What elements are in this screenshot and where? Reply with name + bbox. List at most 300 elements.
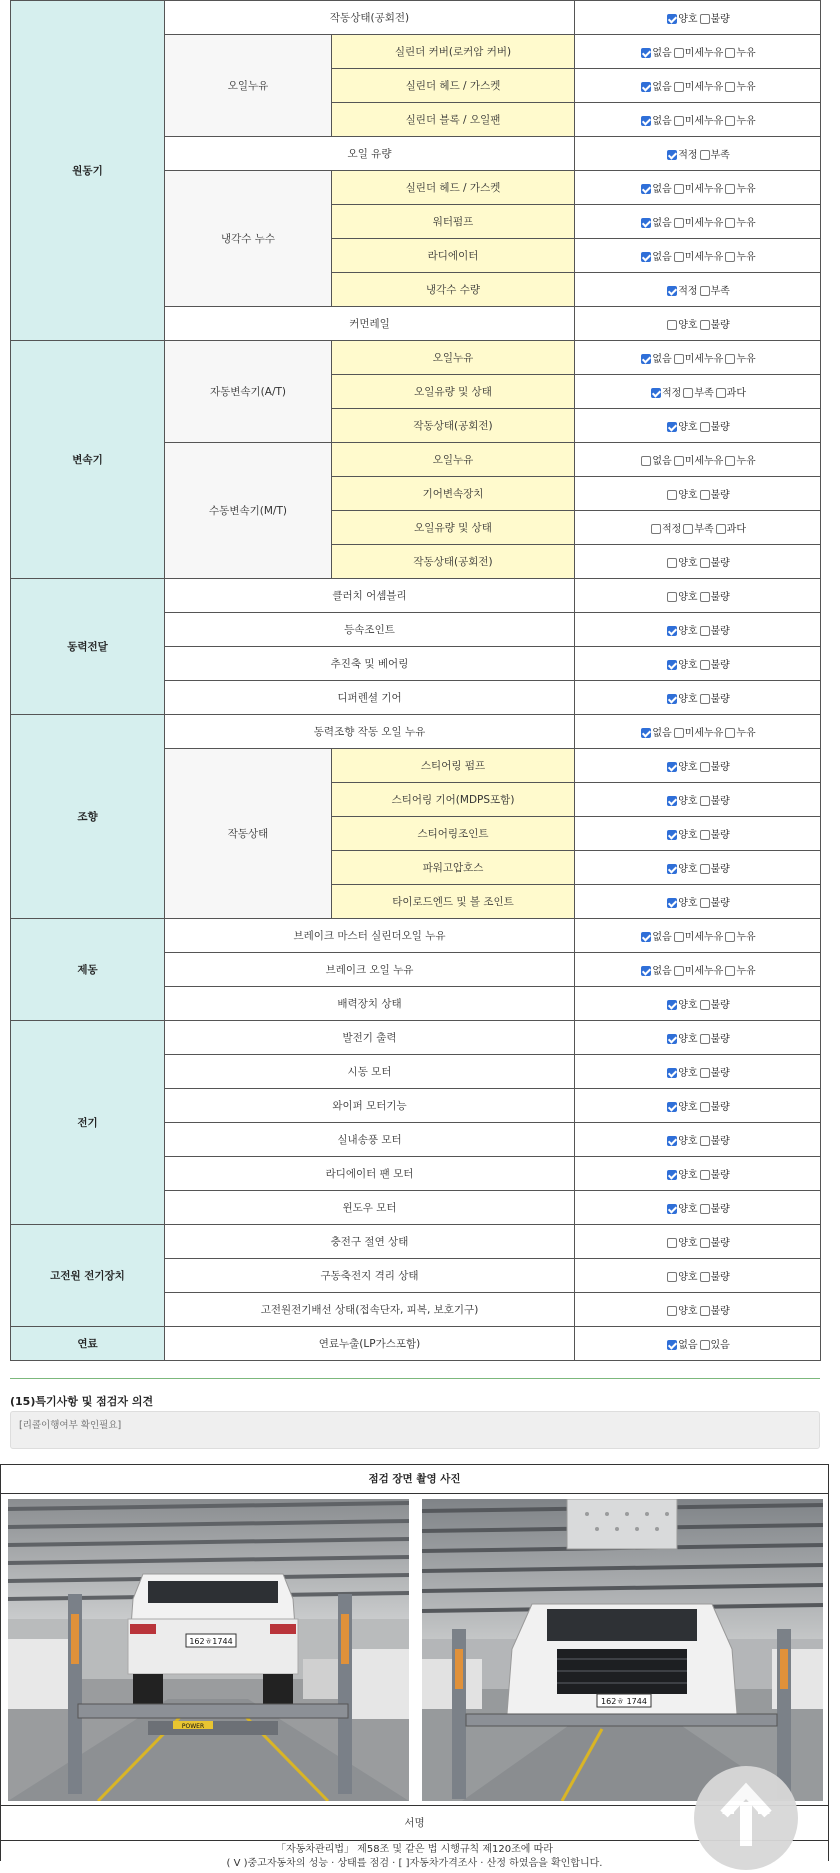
- arrow-up-icon: [694, 1766, 798, 1870]
- checkbox-label: 없음: [678, 1340, 698, 1351]
- checkbox[interactable]: [674, 252, 684, 262]
- checkbox-label: 양호: [678, 1102, 698, 1113]
- item-cell: 등속조인트: [165, 613, 575, 647]
- checkbox-label: 불량: [710, 796, 730, 807]
- checkbox[interactable]: [700, 150, 710, 160]
- checkbox[interactable]: [674, 116, 684, 126]
- detail-cell: 워터펌프: [332, 205, 575, 239]
- detail-cell: 기어변속장치: [332, 477, 575, 511]
- checkbox[interactable]: [700, 1102, 710, 1112]
- checkbox-label: 누유: [736, 184, 756, 195]
- item-cell: 브레이크 오일 누유: [165, 953, 575, 987]
- checkbox[interactable]: [651, 388, 661, 398]
- checkbox-label: 미세누유: [684, 116, 724, 127]
- options-cell: [575, 681, 821, 715]
- checkbox-label: 부족: [694, 388, 714, 399]
- options-cell: [575, 341, 821, 375]
- checkbox[interactable]: [700, 1034, 710, 1044]
- checkbox[interactable]: [667, 1238, 677, 1248]
- detail-cell: 작동상태(공회전): [332, 545, 575, 579]
- category-cell: 변속기: [11, 341, 165, 579]
- options-cell: [575, 1293, 821, 1327]
- checkbox-label: 미세누유: [684, 966, 724, 977]
- checkbox-label: 양호: [678, 592, 698, 603]
- category-cell: 고전원 전기장치: [11, 1225, 165, 1327]
- item-cell: 충전구 절연 상태: [165, 1225, 575, 1259]
- checkbox-label: 불량: [710, 694, 730, 705]
- checkbox[interactable]: [667, 1136, 677, 1146]
- checkbox-label: 누유: [736, 82, 756, 93]
- checkbox-label: 누유: [736, 354, 756, 365]
- legal-line-2: ( V )중고자동차의 성능 · 상태를 점검 · [ ]자동차가격조사 · 산정 하였음을 확인합니다.: [226, 1858, 603, 1869]
- checkbox-label: 불량: [710, 1136, 730, 1147]
- checkbox-label: 불량: [710, 626, 730, 637]
- checkbox-label: 누유: [736, 48, 756, 59]
- checkbox[interactable]: [674, 932, 684, 942]
- checkbox-label: 불량: [710, 864, 730, 875]
- options-cell: [575, 239, 821, 273]
- category-cell: 원동기: [11, 1, 165, 341]
- checkbox-label: 없음: [652, 184, 672, 195]
- checkbox[interactable]: [725, 966, 735, 976]
- subcategory-cell: 냉각수 누수: [165, 171, 332, 307]
- options-cell: [575, 919, 821, 953]
- checkbox[interactable]: [700, 320, 710, 330]
- checkbox-label: 미세누유: [684, 354, 724, 365]
- options-cell: [575, 205, 821, 239]
- section-divider: [10, 1378, 820, 1379]
- options-cell: [575, 69, 821, 103]
- item-cell: 오일 유량: [165, 137, 575, 171]
- checkbox-label: 불량: [710, 898, 730, 909]
- options-cell: [575, 103, 821, 137]
- rear-plate-text: 162ㅎ1744: [189, 1637, 233, 1646]
- checkbox-label: 양호: [678, 626, 698, 637]
- detail-cell: 오일유량 및 상태: [332, 511, 575, 545]
- item-cell: 와이퍼 모터기능: [165, 1089, 575, 1123]
- checkbox[interactable]: [700, 1068, 710, 1078]
- checkbox-label: 적정: [662, 524, 682, 535]
- checkbox-label: 누유: [736, 932, 756, 943]
- options-cell: [575, 1191, 821, 1225]
- inspection-row: [11, 1327, 821, 1361]
- checkbox-label: 누유: [736, 728, 756, 739]
- item-cell: 시동 모터: [165, 1055, 575, 1089]
- options-cell: [575, 273, 821, 307]
- checkbox[interactable]: [716, 524, 726, 534]
- checkbox[interactable]: [667, 1204, 677, 1214]
- scroll-top-button[interactable]: [694, 1766, 798, 1870]
- checkbox[interactable]: [667, 1306, 677, 1316]
- checkbox[interactable]: [667, 1068, 677, 1078]
- checkbox-label: 양호: [678, 1034, 698, 1045]
- checkbox[interactable]: [667, 592, 677, 602]
- checkbox-label: 있음: [710, 1340, 730, 1351]
- options-cell: [575, 715, 821, 749]
- checkbox-label: 양호: [678, 320, 698, 331]
- checkbox-label: 양호: [678, 1000, 698, 1011]
- front-plate-text: 162ㅎ 1744: [601, 1697, 647, 1706]
- checkbox[interactable]: [667, 830, 677, 840]
- checkbox[interactable]: [683, 388, 693, 398]
- checkbox[interactable]: [667, 762, 677, 772]
- checkbox[interactable]: [667, 864, 677, 874]
- checkbox-label: 불량: [710, 1000, 730, 1011]
- checkbox[interactable]: [667, 490, 677, 500]
- checkbox[interactable]: [641, 82, 651, 92]
- checkbox[interactable]: [725, 932, 735, 942]
- item-cell: 동력조향 작동 오일 누유: [165, 715, 575, 749]
- detail-cell: 실린더 블록 / 오일팬: [332, 103, 575, 137]
- checkbox-label: 불량: [710, 1272, 730, 1283]
- checkbox-label: 양호: [678, 1272, 698, 1283]
- checkbox-label: 불량: [710, 1204, 730, 1215]
- options-cell: [575, 579, 821, 613]
- options-cell: [575, 613, 821, 647]
- item-cell: 연료누출(LP가스포함): [165, 1327, 575, 1361]
- checkbox-label: 양호: [678, 660, 698, 671]
- checkbox-label: 미세누유: [684, 728, 724, 739]
- detail-cell: 오일누유: [332, 443, 575, 477]
- options-cell: [575, 1055, 821, 1089]
- checkbox[interactable]: [641, 252, 651, 262]
- checkbox-label: 양호: [678, 898, 698, 909]
- checkbox[interactable]: [700, 422, 710, 432]
- checkbox[interactable]: [641, 218, 651, 228]
- checkbox[interactable]: [674, 354, 684, 364]
- checkbox-label: 양호: [678, 14, 698, 25]
- checkbox-label: 없음: [652, 218, 672, 229]
- detail-cell: 오일누유: [332, 341, 575, 375]
- item-cell: 발전기 출력: [165, 1021, 575, 1055]
- checkbox[interactable]: [641, 116, 651, 126]
- checkbox-label: 미세누유: [684, 456, 724, 467]
- checkbox[interactable]: [667, 694, 677, 704]
- checkbox-label: 양호: [678, 864, 698, 875]
- checkbox-label: 누유: [736, 966, 756, 977]
- checkbox[interactable]: [725, 252, 735, 262]
- inspection-photo-front[interactable]: [422, 1499, 823, 1801]
- options-cell: [575, 885, 821, 919]
- checkbox-label: 불량: [710, 1238, 730, 1249]
- options-cell: [575, 409, 821, 443]
- detail-cell: 냉각수 수량: [332, 273, 575, 307]
- checkbox[interactable]: [700, 830, 710, 840]
- checkbox[interactable]: [667, 1340, 677, 1350]
- checkbox-label: 부족: [694, 524, 714, 535]
- checkbox-label: 양호: [678, 558, 698, 569]
- checkbox[interactable]: [725, 218, 735, 228]
- checkbox-label: 누유: [736, 116, 756, 127]
- checkbox[interactable]: [667, 150, 677, 160]
- checkbox-label: 부족: [710, 150, 730, 161]
- checkbox[interactable]: [700, 660, 710, 670]
- category-cell: 조향: [11, 715, 165, 919]
- options-cell: [575, 1089, 821, 1123]
- checkbox[interactable]: [674, 184, 684, 194]
- checkbox-label: 적정: [678, 150, 698, 161]
- options-cell: [575, 1123, 821, 1157]
- opinion-text: [리콜이행여부 확인필요]: [19, 1420, 122, 1431]
- checkbox-label: 과다: [726, 524, 746, 535]
- checkbox[interactable]: [725, 354, 735, 364]
- subcategory-cell: 작동상태: [165, 749, 332, 919]
- checkbox[interactable]: [700, 286, 710, 296]
- detail-cell: 라디에이터: [332, 239, 575, 273]
- checkbox[interactable]: [700, 14, 710, 24]
- checkbox-label: 불량: [710, 1102, 730, 1113]
- options-cell: [575, 1021, 821, 1055]
- checkbox-label: 양호: [678, 1238, 698, 1249]
- options-cell: [575, 545, 821, 579]
- checkbox-label: 미세누유: [684, 82, 724, 93]
- detail-cell: 실린더 헤드 / 가스켓: [332, 171, 575, 205]
- checkbox-label: 불량: [710, 422, 730, 433]
- checkbox-label: 불량: [710, 14, 730, 25]
- category-cell: 연료: [11, 1327, 165, 1361]
- checkbox-label: 양호: [678, 1306, 698, 1317]
- options-cell: [575, 953, 821, 987]
- checkbox[interactable]: [641, 932, 651, 942]
- checkbox[interactable]: [667, 626, 677, 636]
- subcategory-cell: 자동변속기(A/T): [165, 341, 332, 443]
- checkbox-label: 불량: [710, 1068, 730, 1079]
- inspection-row: [11, 919, 821, 953]
- options-cell: [575, 749, 821, 783]
- category-cell: 전기: [11, 1021, 165, 1225]
- checkbox[interactable]: [674, 728, 684, 738]
- checkbox[interactable]: [725, 48, 735, 58]
- checkbox[interactable]: [700, 558, 710, 568]
- options-cell: [575, 443, 821, 477]
- item-cell: 브레이크 마스터 실린더오일 누유: [165, 919, 575, 953]
- item-cell: 클러치 어셈블리: [165, 579, 575, 613]
- inspection-photo-rear[interactable]: [8, 1499, 409, 1801]
- category-cell: 제동: [11, 919, 165, 1021]
- opinion-textbox[interactable]: [10, 1411, 820, 1449]
- inspection-row: [11, 341, 821, 375]
- checkbox[interactable]: [725, 728, 735, 738]
- checkbox-label: 양호: [678, 1068, 698, 1079]
- options-cell: [575, 1, 821, 35]
- detail-cell: 실린더 커버(로커암 커버): [332, 35, 575, 69]
- lift-brand-text: POWER: [181, 1723, 205, 1730]
- checkbox[interactable]: [683, 524, 693, 534]
- options-cell: [575, 647, 821, 681]
- checkbox[interactable]: [700, 490, 710, 500]
- checkbox-label: 없음: [652, 932, 672, 943]
- checkbox[interactable]: [667, 320, 677, 330]
- options-cell: [575, 477, 821, 511]
- checkbox-label: 양호: [678, 694, 698, 705]
- inspection-row: [11, 715, 821, 749]
- item-cell: 추진축 및 베어링: [165, 647, 575, 681]
- checkbox[interactable]: [700, 1306, 710, 1316]
- checkbox-label: 미세누유: [684, 218, 724, 229]
- checkbox-label: 불량: [710, 830, 730, 841]
- checkbox[interactable]: [641, 354, 651, 364]
- checkbox[interactable]: [700, 626, 710, 636]
- checkbox[interactable]: [667, 422, 677, 432]
- checkbox[interactable]: [641, 456, 651, 466]
- checkbox[interactable]: [700, 1204, 710, 1214]
- checkbox-label: 누유: [736, 252, 756, 263]
- checkbox-label: 불량: [710, 1306, 730, 1317]
- item-cell: 라디에이터 팬 모터: [165, 1157, 575, 1191]
- checkbox[interactable]: [667, 796, 677, 806]
- checkbox[interactable]: [700, 762, 710, 772]
- options-cell: [575, 171, 821, 205]
- checkbox-label: 불량: [710, 762, 730, 773]
- options-cell: [575, 1327, 821, 1361]
- detail-cell: 스티어링조인트: [332, 817, 575, 851]
- checkbox-label: 양호: [678, 762, 698, 773]
- checkbox[interactable]: [700, 1170, 710, 1180]
- checkbox[interactable]: [667, 286, 677, 296]
- checkbox-label: 양호: [678, 1170, 698, 1181]
- signature-row: 서명: [1, 1805, 828, 1841]
- category-cell: 동력전달: [11, 579, 165, 715]
- checkbox-label: 없음: [652, 48, 672, 59]
- checkbox[interactable]: [651, 524, 661, 534]
- item-cell: 구동축전지 격리 상태: [165, 1259, 575, 1293]
- checkbox[interactable]: [667, 1034, 677, 1044]
- checkbox[interactable]: [725, 116, 735, 126]
- checkbox-label: 없음: [652, 82, 672, 93]
- checkbox[interactable]: [700, 864, 710, 874]
- options-cell: [575, 817, 821, 851]
- checkbox-label: 없음: [652, 354, 672, 365]
- options-cell: [575, 1259, 821, 1293]
- checkbox-label: 불량: [710, 592, 730, 603]
- checkbox[interactable]: [667, 14, 677, 24]
- inspection-row: [11, 579, 821, 613]
- checkbox[interactable]: [700, 1238, 710, 1248]
- checkbox[interactable]: [667, 1102, 677, 1112]
- checkbox-label: 불량: [710, 1170, 730, 1181]
- item-cell: 배력장치 상태: [165, 987, 575, 1021]
- checkbox-label: 양호: [678, 422, 698, 433]
- checkbox-label: 없음: [652, 252, 672, 263]
- checkbox[interactable]: [674, 218, 684, 228]
- checkbox-label: 없음: [652, 966, 672, 977]
- checkbox-label: 적정: [662, 388, 682, 399]
- checkbox[interactable]: [674, 82, 684, 92]
- checkbox[interactable]: [641, 966, 651, 976]
- checkbox[interactable]: [700, 1000, 710, 1010]
- subcategory-cell: 수동변속기(M/T): [165, 443, 332, 579]
- checkbox[interactable]: [700, 694, 710, 704]
- checkbox-label: 양호: [678, 1136, 698, 1147]
- checkbox-label: 누유: [736, 456, 756, 467]
- item-cell: 디퍼렌셜 기어: [165, 681, 575, 715]
- checkbox-label: 불량: [710, 1034, 730, 1045]
- checkbox[interactable]: [716, 388, 726, 398]
- checkbox-label: 없음: [652, 728, 672, 739]
- checkbox-label: 양호: [678, 490, 698, 501]
- checkbox-label: 미세누유: [684, 48, 724, 59]
- inspection-row: [11, 1021, 821, 1055]
- item-cell: 실내송풍 모터: [165, 1123, 575, 1157]
- detail-cell: 스티어링 펌프: [332, 749, 575, 783]
- checkbox-label: 불량: [710, 320, 730, 331]
- checkbox[interactable]: [641, 48, 651, 58]
- checkbox[interactable]: [674, 456, 684, 466]
- item-cell: 고전원전기배선 상태(접속단자, 피복, 보호기구): [165, 1293, 575, 1327]
- detail-cell: 작동상태(공회전): [332, 409, 575, 443]
- checkbox[interactable]: [667, 558, 677, 568]
- detail-cell: 오일유량 및 상태: [332, 375, 575, 409]
- checkbox-label: 미세누유: [684, 932, 724, 943]
- checkbox[interactable]: [725, 82, 735, 92]
- checkbox[interactable]: [674, 966, 684, 976]
- checkbox[interactable]: [725, 184, 735, 194]
- inspection-row: [11, 1, 821, 35]
- item-cell: 윈도우 모터: [165, 1191, 575, 1225]
- options-cell: [575, 987, 821, 1021]
- checkbox-label: 적정: [678, 286, 698, 297]
- item-cell: 커먼레일: [165, 307, 575, 341]
- checkbox-label: 없음: [652, 116, 672, 127]
- checkbox[interactable]: [700, 1340, 710, 1350]
- options-cell: [575, 1157, 821, 1191]
- checkbox[interactable]: [700, 592, 710, 602]
- checkbox[interactable]: [667, 660, 677, 670]
- item-cell: 작동상태(공회전): [165, 1, 575, 35]
- checkbox[interactable]: [667, 1272, 677, 1282]
- subcategory-cell: 오일누유: [165, 35, 332, 137]
- checkbox-label: 누유: [736, 218, 756, 229]
- checkbox[interactable]: [667, 898, 677, 908]
- options-cell: [575, 375, 821, 409]
- legal-line-1: 「자동차관리법」 제58조 및 같은 법 시행규칙 제120조에 따라: [276, 1844, 553, 1855]
- checkbox[interactable]: [667, 1000, 677, 1010]
- checkbox-label: 양호: [678, 1204, 698, 1215]
- checkbox[interactable]: [700, 796, 710, 806]
- detail-cell: 타이로드엔드 및 볼 조인트: [332, 885, 575, 919]
- checkbox-label: 양호: [678, 796, 698, 807]
- options-cell: [575, 307, 821, 341]
- inspection-table: [10, 0, 821, 1361]
- opinion-title: (15)특기사항 및 점검자 의견: [10, 1395, 154, 1408]
- options-cell: [575, 137, 821, 171]
- inspection-row: [11, 1225, 821, 1259]
- options-cell: [575, 1225, 821, 1259]
- checkbox[interactable]: [700, 1272, 710, 1282]
- checkbox[interactable]: [641, 728, 651, 738]
- checkbox-label: 미세누유: [684, 252, 724, 263]
- checkbox[interactable]: [700, 1136, 710, 1146]
- checkbox[interactable]: [674, 48, 684, 58]
- checkbox[interactable]: [700, 898, 710, 908]
- checkbox[interactable]: [667, 1170, 677, 1180]
- detail-cell: 스티어링 기어(MDPS포함): [332, 783, 575, 817]
- checkbox-label: 불량: [710, 660, 730, 671]
- checkbox-label: 미세누유: [684, 184, 724, 195]
- checkbox-label: 불량: [710, 490, 730, 501]
- checkbox-label: 과다: [726, 388, 746, 399]
- options-cell: [575, 851, 821, 885]
- detail-cell: 파워고압호스: [332, 851, 575, 885]
- checkbox[interactable]: [641, 184, 651, 194]
- options-cell: [575, 783, 821, 817]
- checkbox[interactable]: [725, 456, 735, 466]
- photo-section-title: 점검 장면 촬영 사진: [1, 1465, 828, 1494]
- checkbox-label: 없음: [652, 456, 672, 467]
- options-cell: [575, 35, 821, 69]
- checkbox-label: 부족: [710, 286, 730, 297]
- detail-cell: 실린더 헤드 / 가스켓: [332, 69, 575, 103]
